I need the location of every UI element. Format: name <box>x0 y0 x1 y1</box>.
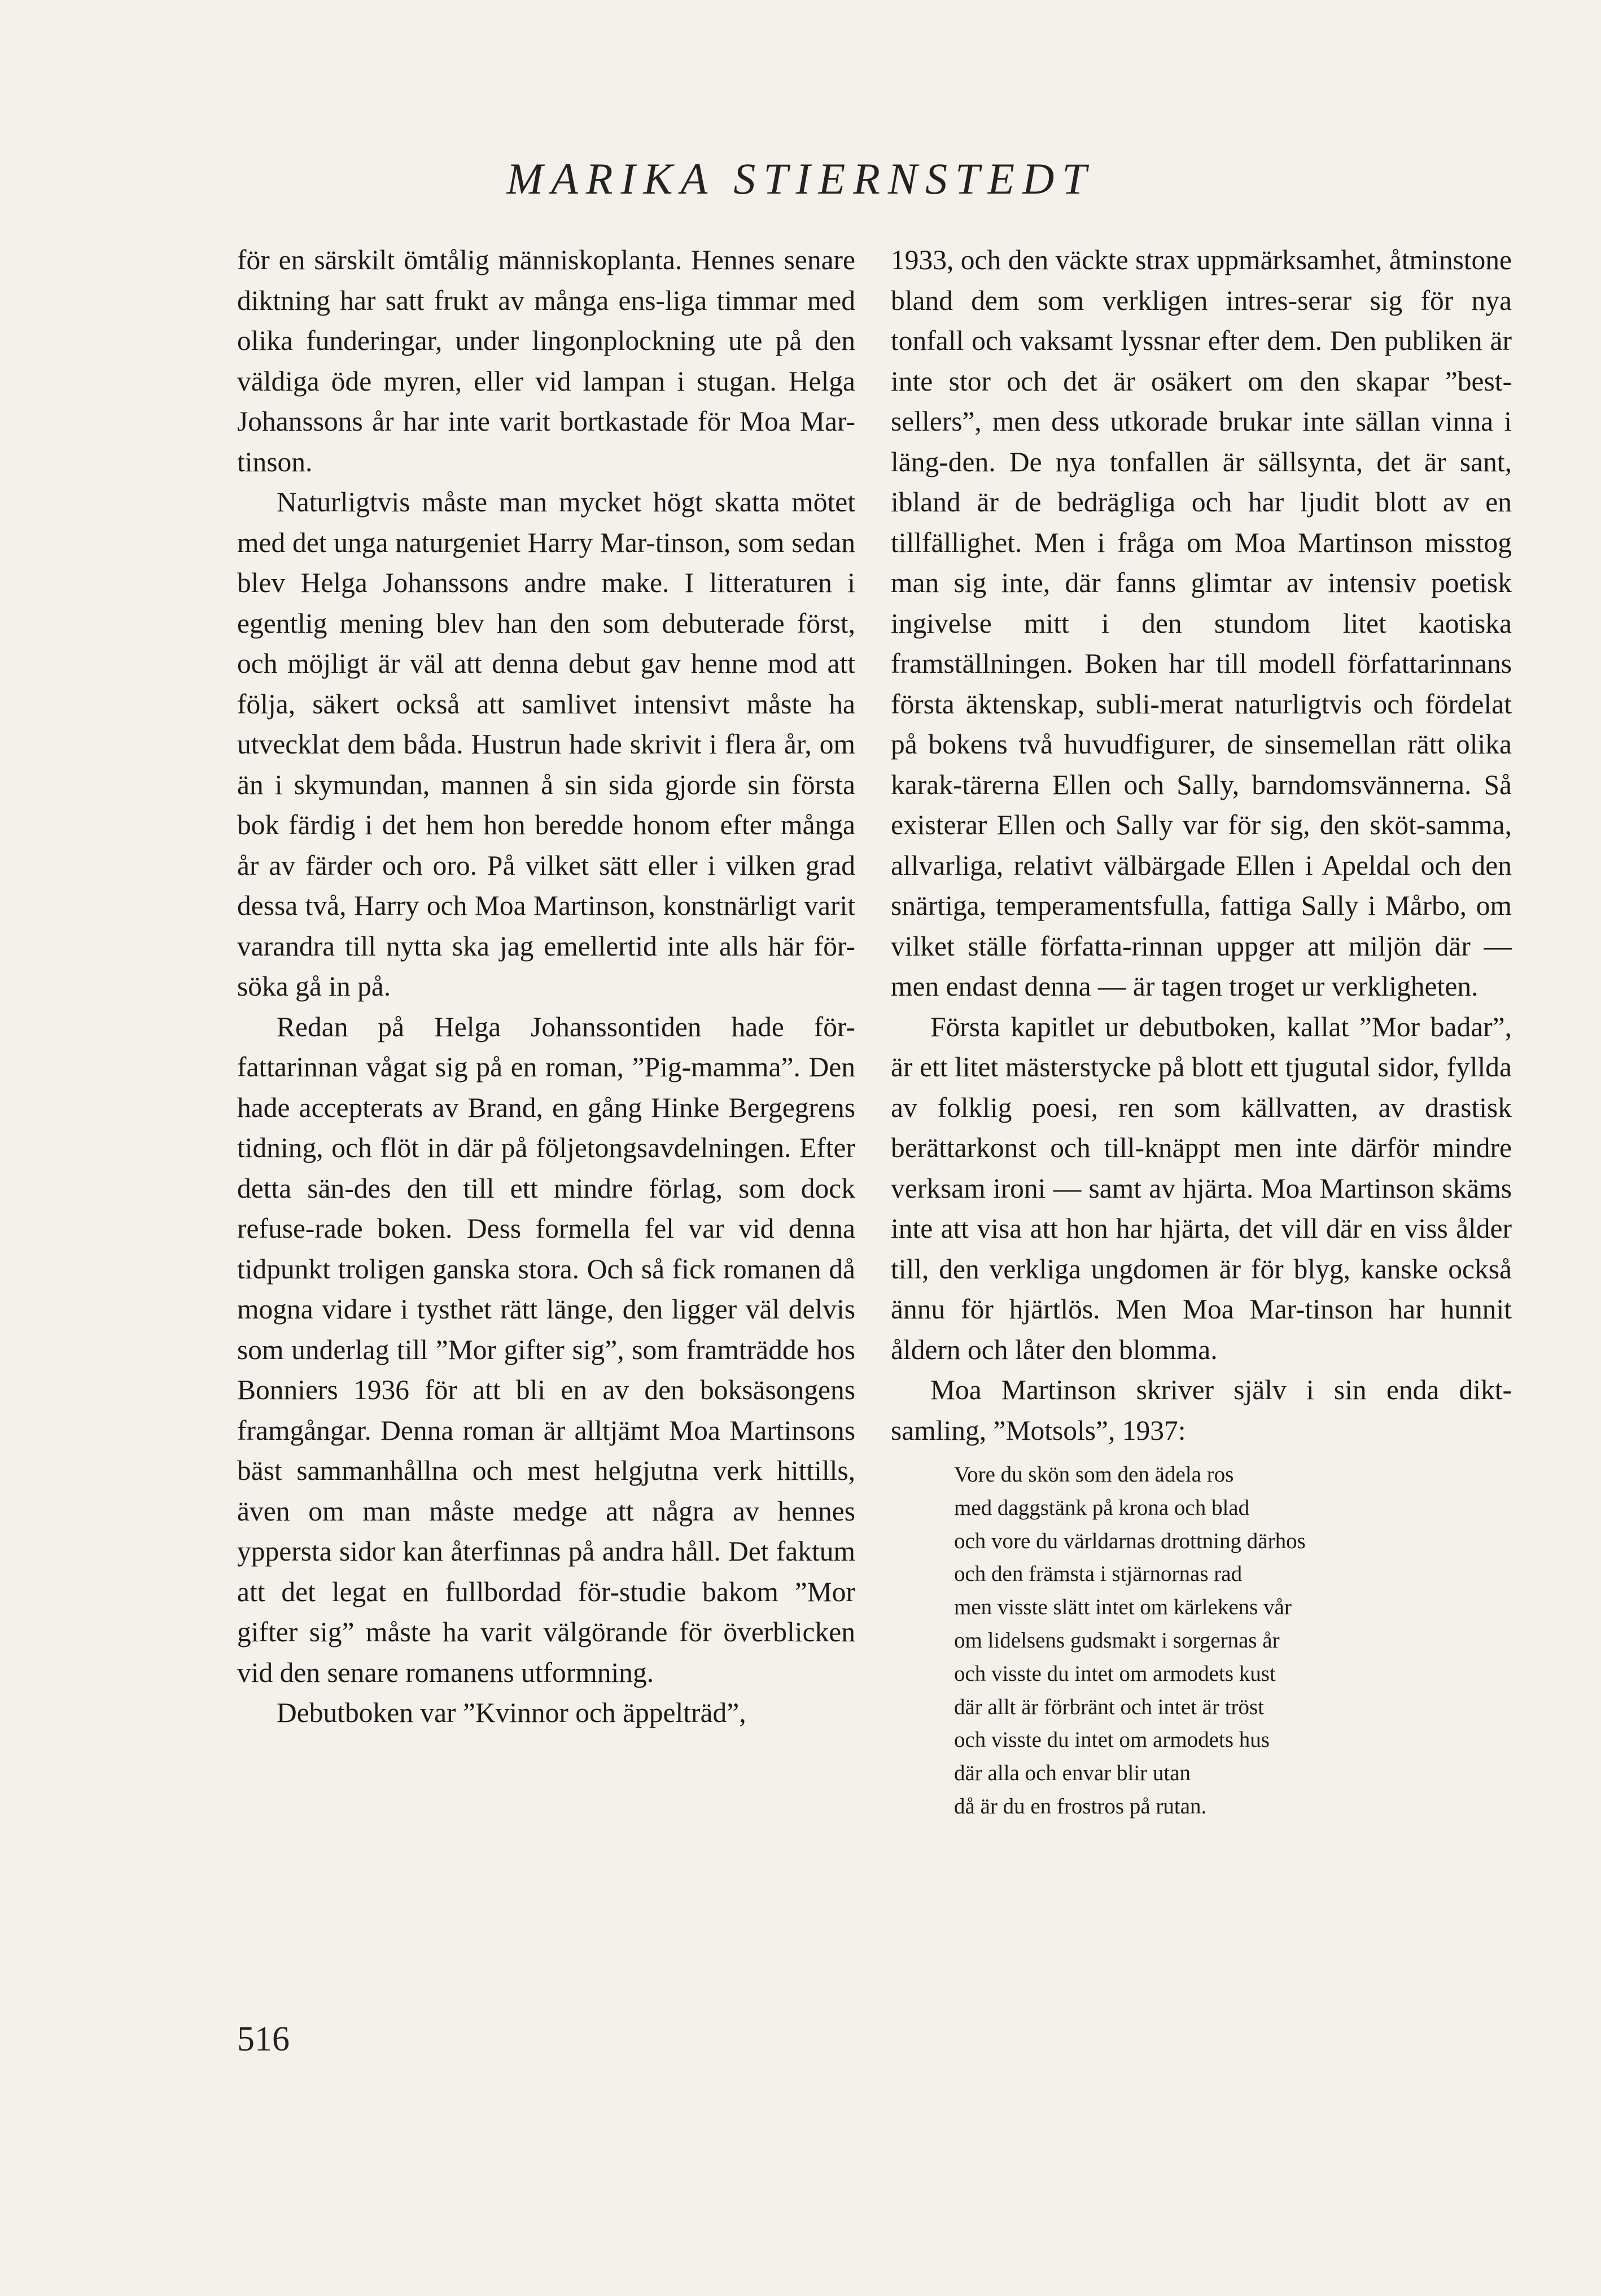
text-line: dess utkorade brukar inte sällan vinna i läng- <box>891 406 1512 477</box>
text-line: där på följetongsavdelningen. Efter detta sän- <box>237 1132 855 1204</box>
text-line: tjugutal sidor, fyllda av folklig poesi, ren som <box>891 1051 1512 1123</box>
text-line: mamma”. Den hade accepterats av Brand, en <box>237 1051 856 1123</box>
text-line: sammanhållna och mest helgjutna verk hittills, <box>296 1455 855 1486</box>
text-line: intensiv poetisk ingivelse mitt i den stundom <box>891 567 1512 639</box>
text-line: att visa att hon har hjärta, det vill där en viss <box>941 1213 1448 1244</box>
paragraph-left-1 <box>237 240 855 482</box>
text-line: ibland är de bedrägliga och har ljudit blott av <box>891 487 1469 518</box>
text-line: samma, allvarliga, relativt välbärgade Ellen <box>891 809 1512 881</box>
poem-line: då är du en frostros på rutan. <box>954 1794 1207 1819</box>
poem-line: med daggstänk på krona och blad <box>954 1495 1250 1520</box>
text-line: Redan på Helga Johanssontiden hade för- <box>277 1011 855 1042</box>
text-line: välgörande för överblicken vid den senare <box>237 1616 855 1688</box>
text-line: för en särskilt ömtålig människoplanta. Hennes <box>237 244 775 275</box>
text-line: ålder till, den verkliga ungdomen är för blyg, <box>891 1213 1512 1285</box>
text-line: sätt eller i vilken grad dessa två, Harry och <box>237 849 855 921</box>
text-line: tinson, som sedan blev Helga Johanssons andre <box>237 527 855 598</box>
paragraph-right-3 <box>891 1370 1512 1451</box>
text-line: även om man måste medge att några av hennes <box>237 1495 855 1527</box>
running-head: MARIKA STIERNSTEDT <box>506 154 1095 203</box>
poem-line: och visste du intet om armodets kust <box>954 1661 1276 1686</box>
text-line: till nytta ska jag emellertid inte alls här för- <box>345 930 856 962</box>
text-line: gifter sig”, som framträdde hos Bonniers 1936 <box>237 1334 855 1405</box>
text-line: denna — är tagen troget ur verkligheten. <box>1024 971 1478 1002</box>
poem-line: och den främsta i stjärnornas rad <box>954 1562 1243 1587</box>
text-line: efter dem. Den publiken är inte stor och det <box>891 325 1512 397</box>
text-line: efter många år av färder och oro. På vilket <box>237 809 856 881</box>
text-line: fattiga Sally i Mårbo, om vilket ställe författa- <box>891 890 1512 962</box>
text-line: Denna roman är alltjämt Moa Martinsons bäst <box>237 1414 855 1486</box>
text-line: söka gå in på. <box>237 971 391 1002</box>
poem-line: och vore du världarnas drottning därhos <box>954 1528 1306 1553</box>
text-line: Det faktum att det legat en fullbordad för- <box>237 1536 855 1607</box>
text-line: första bok färdig i det hem hon beredde honom <box>237 769 855 840</box>
text-line: serar sig för nya tonfall och vaksamt lyssnar <box>891 284 1512 356</box>
text-line: i Apeldal och den snärtiga, temperamentsfulla, <box>891 849 1512 921</box>
text-line: senare diktning har satt frukt av många ens- <box>237 244 856 316</box>
paragraph-left-3 <box>237 1007 855 1693</box>
text-line: för att bli en av den boksäsongens framgångar. <box>237 1374 856 1446</box>
poem-line: där allt är förbränt och intet är tröst <box>954 1694 1265 1719</box>
text-line: mötet med det unga naturgeniet Harry Mar- <box>237 487 856 558</box>
text-line: samling, ”Motsols”, 1937: <box>891 1414 1186 1446</box>
text-line: rinnan uppger att miljön där — men endast <box>891 930 1512 1002</box>
paragraph-right-2 <box>891 1007 1512 1370</box>
text-line: huvudfigurer, de sinsemellan rätt olika karak- <box>891 729 1512 800</box>
text-line: merat naturligtvis och fördelat på bokens två <box>891 688 1512 760</box>
text-line: år har inte varit bortkastade för Moa Mar- <box>372 406 856 437</box>
text-line: — samt av hjärta. Moa Martinson skäms inte <box>891 1172 1512 1244</box>
poem-line: Vore du skön som den ädela ros <box>954 1462 1234 1487</box>
text-line: 1933, och den väckte strax uppmärksamhet, <box>891 244 1383 275</box>
text-line: tinson har hunnit åldern och låter den blomma. <box>891 1294 1512 1365</box>
poem-block <box>954 1458 1512 1824</box>
text-line: dem båda. Hustrun hade skrivit i flera år, om <box>347 729 856 760</box>
text-line: tidpunkt troligen ganska stora. Och så fick <box>237 1253 716 1285</box>
poem-line: men visste slätt intet om kärlekens vår <box>954 1595 1292 1620</box>
left-column <box>237 240 855 1733</box>
text-line: modell författarinnans första äktenskap, subli- <box>891 648 1512 720</box>
text-line: des den till ett mindre förlag, som dock refuse- <box>237 1172 855 1244</box>
text-line: knäppt men inte därför mindre verksam ironi <box>891 1132 1512 1204</box>
text-line: den som debuterade först, och möjligt är väl <box>237 607 855 679</box>
right-column <box>891 240 1512 1824</box>
paragraph-left-4 <box>237 1693 855 1733</box>
text-line: är osäkert om den skapar ”best-sellers”, men <box>891 365 1512 437</box>
paragraph-left-2 <box>237 482 855 1007</box>
text-line: Naturligtvis måste man mycket högt skatta <box>277 487 780 518</box>
paragraph-right-1 <box>891 240 1512 1007</box>
text-line: make. I litteraturen i egentlig mening blev han <box>237 567 855 639</box>
text-line: rade boken. Dess formella fel var vid denna <box>314 1213 855 1244</box>
text-line: den ligger väl delvis som underlag till ”Mor <box>237 1294 855 1365</box>
poem-line: och visste du intet om armodets hus <box>954 1728 1270 1752</box>
text-line: yppersta sidor kan återfinnas på andra håll. <box>237 1536 721 1567</box>
text-line: att denna debut gav henne mod att följa, säkert <box>237 648 855 720</box>
text-line: Moa Martinson skriver själv i sin enda dikt- <box>930 1374 1512 1405</box>
text-line: litet kaotiska framställningen. Boken har till <box>891 607 1512 679</box>
text-line: gång Hinke Bergegrens tidning, och flöt in <box>237 1092 855 1163</box>
text-line: Första kapitlet ur debutboken, kallat ”Mor <box>930 1011 1420 1042</box>
text-line: studie bakom ”Mor gifter sig” måste ha varit <box>237 1576 855 1647</box>
text-line: Moa Martinson, konstnärligt varit varandra <box>237 890 855 962</box>
text-line: Debutboken var ”Kvinnor och äppelträd”, <box>277 1697 746 1728</box>
text-line: den. De nya tonfallen är sällsynta, det är sant, <box>948 446 1512 477</box>
text-line: åtminstone bland dem som verkligen intres- <box>891 244 1512 316</box>
text-line: badar”, är ett litet mästerstycke på blott ett <box>891 1011 1512 1083</box>
text-line: kanske också ännu för hjärtlös. Men Moa Mar- <box>891 1253 1512 1325</box>
text-line: romanen då mogna vidare i tysthet rätt länge, <box>237 1253 855 1325</box>
poem-line: om lidelsens gudsmakt i sorgernas år <box>954 1628 1280 1653</box>
text-line: misstog man sig inte, där fanns glimtar av <box>891 527 1512 598</box>
poem-line: där alla och envar blir utan <box>954 1761 1191 1786</box>
text-line: lingonplockning ute på den väldiga öde myren, <box>237 325 856 397</box>
text-line: eller vid lampan i stugan. Helga Johanssons <box>237 365 856 437</box>
text-line: existerar Ellen och Sally var för sig, den sköt- <box>891 809 1426 840</box>
text-line: tärerna Ellen och Sally, barndomsvännerna. Så <box>962 769 1512 800</box>
text-line: tinson. <box>237 446 313 477</box>
text-line: en tillfällighet. Men i fråga om Moa Martinson <box>891 487 1512 558</box>
text-line: också att samlivet intensivt måste ha utvecklat <box>237 688 856 760</box>
text-line: liga timmar med olika funderingar, under <box>237 284 855 356</box>
text-line: än i skymundan, mannen å sin sida gjorde sin <box>237 769 781 800</box>
text-line: fattarinnan vågat sig på en roman, ”Pig- <box>237 1051 692 1083</box>
page-number: 516 <box>237 2020 290 2058</box>
text-line: källvatten, av drastisk berättarkonst och till- <box>891 1092 1512 1163</box>
text-line: romanens utformning. <box>405 1657 654 1688</box>
